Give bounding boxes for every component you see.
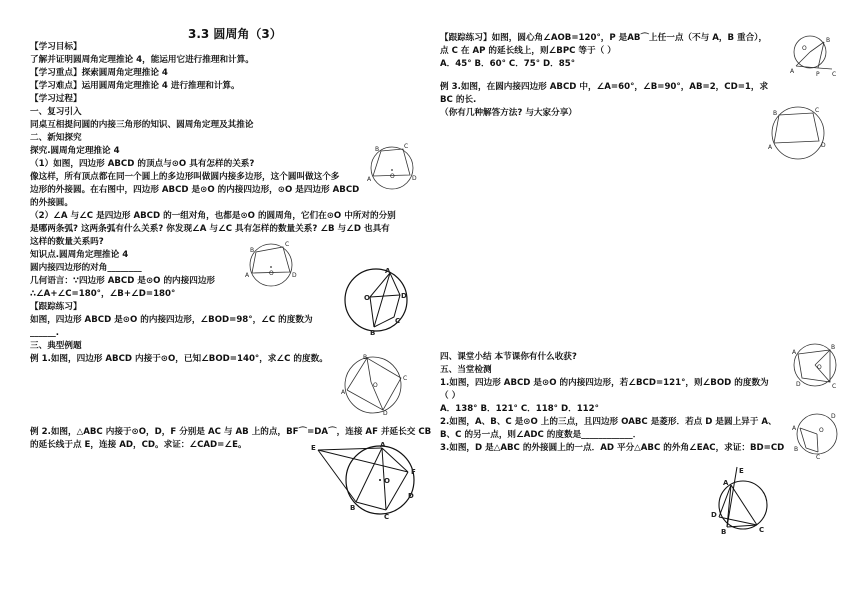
figure-example-2 <box>308 440 426 522</box>
figure-test-1 <box>790 340 840 390</box>
text-line: （ ） <box>440 391 461 401</box>
text-line: ______. <box>30 328 60 338</box>
label-B: B <box>721 528 727 535</box>
label-C: C <box>403 375 408 382</box>
label-C: C <box>395 317 401 325</box>
text-line: 这样的数量关系吗? <box>30 237 104 247</box>
label-B: B <box>375 146 380 153</box>
label-C: C <box>285 241 290 248</box>
label-B: B <box>250 247 255 254</box>
text-line: 像这样，所有顶点都在同一个圆上的多边形叫做圆内接多边形，这个圆叫做这个多 <box>30 172 340 182</box>
label-D: D <box>821 142 826 149</box>
text-line: 几何语言：∵四边形 ABCD 是⊙O 的内接四边形 <box>30 276 216 286</box>
label-O: O <box>802 45 807 52</box>
page-title: 3.3 圆周角（3） <box>188 27 282 41</box>
text-line: 四、课堂小结 本节课你有什么收获? <box>440 352 577 362</box>
label-O: O <box>817 364 822 371</box>
text-line: 3.如图，D 是△ABC 的外接圆上的一点．AD 平分△ABC 的外角∠EAC，求证：BD=CD <box>440 443 785 453</box>
text-line: 圆内接四边形的对角________ <box>30 263 142 273</box>
label-C: C <box>832 71 837 78</box>
label-B: B <box>826 37 831 44</box>
text-line: 【学习重点】探索圆周角定理推论 4 <box>30 68 168 78</box>
label-B: B <box>370 329 376 337</box>
label-B: B <box>794 446 799 453</box>
text-line: （你有几种解答方法? 与大家分享） <box>440 108 577 118</box>
label-A: A <box>792 425 797 432</box>
label-D: D <box>383 410 388 416</box>
figure-aob-120 <box>786 32 838 82</box>
figure-cyclic-quad-2 <box>243 240 301 290</box>
text-line: 【跟踪练习】 <box>30 302 82 312</box>
label-O: O <box>373 382 378 389</box>
text-line: 例 2.如图，△ABC 内接于⊙O，D，F 分别是 AC 与 AB 上的点，BF⌒=DA⌒，连接 AF 并延长交 CB <box>30 427 432 437</box>
text-line: 探究.圆周角定理推论 4 <box>30 146 120 156</box>
label-A: A <box>385 267 391 275</box>
text-line: A．138° B．121° C．118° D．112° <box>440 404 599 414</box>
label-A: A <box>380 441 386 449</box>
label-O: O <box>384 477 390 485</box>
label-D: D <box>401 292 407 300</box>
label-D: D <box>711 511 717 519</box>
text-line: （1）如图，四边形 ABCD 的顶点与⊙O 具有怎样的关系? <box>30 159 255 169</box>
label-A: A <box>245 272 250 279</box>
label-D: D <box>292 272 297 279</box>
label-D: D <box>412 175 417 182</box>
text-line: 例 1.如图，四边形 ABCD 内接于⊙O，已知∠BOD=140°，求∠C 的度数。 <box>30 354 328 364</box>
text-line: A．45° B．60° C．75° D．85° <box>440 59 576 69</box>
figure-test-2 <box>790 408 840 460</box>
label-A: A <box>367 176 372 183</box>
text-line: 如图，四边形 ABCD 是⊙O 的内接四边形，∠BOD=98°，∠C 的度数为 <box>30 315 313 325</box>
label-A: A <box>790 68 795 75</box>
text-line: ∴∠A+∠C=180°，∠B+∠D=180° <box>30 289 176 299</box>
figure-test-3 <box>705 465 775 535</box>
label-E: E <box>739 467 744 475</box>
text-line: （2）∠A 与∠C 是四边形 ABCD 的一组对角，也都是⊙O 的圆周角，它们在⊙O 中所对的分别 <box>30 211 396 221</box>
text-line: 三、典型例题 <box>30 341 82 351</box>
label-A: A <box>768 144 773 151</box>
label-O: O <box>819 427 824 434</box>
figure-example-1 <box>337 354 409 416</box>
label-B: B <box>831 344 836 351</box>
label-P: P <box>816 71 820 78</box>
figure-example-3 <box>767 105 829 161</box>
label-A: A <box>341 389 346 396</box>
label-B: B <box>363 354 368 361</box>
text-line: 点 C 在 AP 的延长线上，则∠BPC 等于（ ） <box>440 46 616 56</box>
label-C: C <box>815 107 820 114</box>
text-line: 1.如图，四边形 ABCD 是⊙O 的内接四边形，若∠BCD=121°，则∠BOD 的度数为 <box>440 378 769 388</box>
label-F: F <box>411 468 416 476</box>
figure-bod-98 <box>340 265 418 337</box>
label-E: E <box>311 444 316 452</box>
label-D: D <box>796 381 801 388</box>
label-B: B <box>350 504 356 512</box>
label-C: C <box>384 513 390 521</box>
label-C: C <box>404 143 409 150</box>
text-line: 是哪两条弧? 这两条弧有什么关系? 你发现∠A 与∠C 具有怎样的数量关系? ∠B 与∠D 也具有 <box>30 224 390 234</box>
label-C: C <box>759 526 765 534</box>
text-line: 了解并证明圆周角定理推论 4，能运用它进行推理和计算。 <box>30 55 254 65</box>
text-line: 【学习过程】 <box>30 94 82 104</box>
label-O: O <box>390 173 395 180</box>
text-line: BC 的长. <box>440 95 477 105</box>
text-line: 【学习目标】 <box>30 42 82 52</box>
text-line: 【学习难点】运用圆周角定理推论 4 进行推理和计算。 <box>30 81 240 91</box>
text-line: 的外接圆。 <box>30 198 73 208</box>
label-O: O <box>364 294 370 302</box>
text-line: 的延长线于点 E，连接 AD，CD。求证：∠CAD=∠E。 <box>30 440 247 450</box>
text-line: 五、当堂检测 <box>440 365 492 375</box>
figure-cyclic-quad-1 <box>365 143 420 193</box>
text-line: 知识点.圆周角定理推论 4 <box>30 250 129 260</box>
text-line: B、C 的另一点，则∠ADC 的度数是____________． <box>440 430 642 440</box>
label-O: O <box>269 270 274 277</box>
label-C: C <box>816 454 821 460</box>
label-D: D <box>831 413 836 420</box>
text-line: 2.如图，A、B、C 是⊙O 上的三点，且四边形 OABC 是菱形．若点 D 是圆上异于 A、 <box>440 417 777 427</box>
text-line: 【跟踪练习】如图，圆心角∠AOB=120°，P 是AB⌒上任一点（不与 A，B 重合）， <box>440 33 768 43</box>
text-line: 一、复习引入 <box>30 107 82 117</box>
text-line: 例 3.如图，在圆内接四边形 ABCD 中，∠A=60°，∠B=90°，AB=2，CD=1，求 <box>440 82 769 92</box>
text-line: 同桌互相提问圆的内接三角形的知识、圆周角定理及其推论 <box>30 120 254 130</box>
text-line: 边形的外接圆。在右图中，四边形 ABCD 是⊙O 的内接四边形，⊙O 是四边形 ABCD <box>30 185 360 195</box>
label-C: C <box>832 383 837 390</box>
label-A: A <box>792 349 797 356</box>
text-line: 二、新知探究 <box>30 133 82 143</box>
label-B: B <box>773 110 778 117</box>
label-A: A <box>723 479 729 487</box>
label-D: D <box>408 492 414 500</box>
